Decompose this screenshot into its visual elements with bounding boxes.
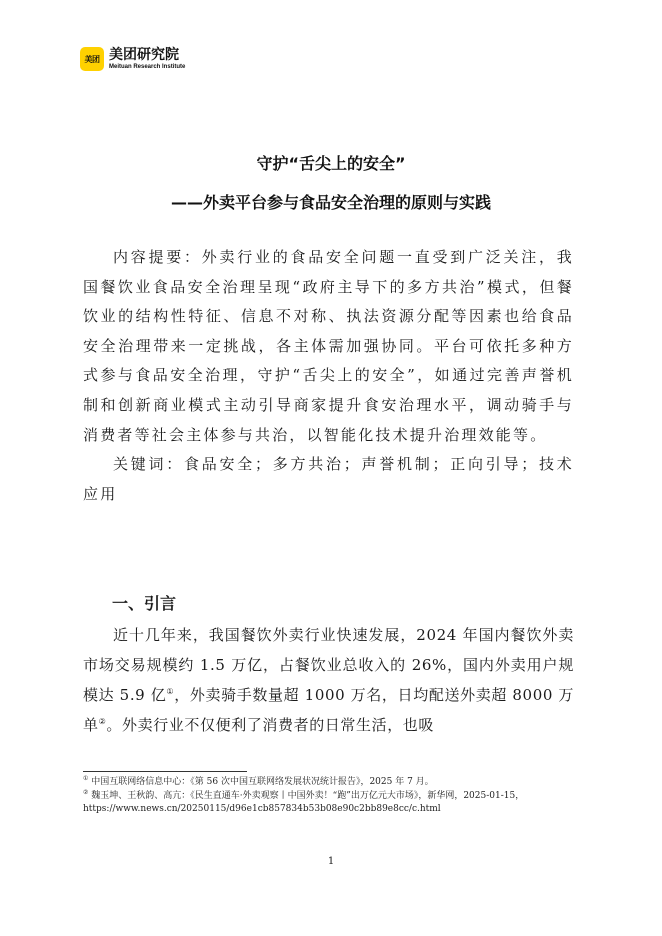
footnote-2 <box>83 790 583 817</box>
footnote-divider <box>83 771 247 772</box>
footnote-1 <box>83 776 583 790</box>
page-number: 1 <box>327 856 335 867</box>
footnote-text-2: 魏玉坤、王秋韵、高亢：《民生直通车·外卖观察丨中国外卖！“跑”出万亿元大市场》，新华网，2025-01-15，https://www.news.cn/20250115/d96e1cb857834b53b08e90c2bb89e8cc/c.html <box>83 790 525 814</box>
section-heading-introduction: 一、引言 <box>112 594 177 613</box>
intro-text-part1: 近十几年来，我国餐饮外卖行业快速发展，2024 年国内餐饮外卖市场交易规模约 1.5 万亿，占餐饮业总收入的 26%，国内外卖用户规模达 5.9 亿 <box>83 626 574 704</box>
footnote-ref-2: ② <box>98 717 107 726</box>
abstract-block <box>83 243 574 509</box>
footnote-text-1: 中国互联网络信息中心：《第 56 次中国互联网络发展状况统计报告》，2025 年 7 月。 <box>91 777 434 787</box>
footnote-mark-1: ① <box>83 775 89 782</box>
abstract-paragraph <box>83 243 574 450</box>
intro-block <box>83 620 574 740</box>
meituan-logo <box>80 47 185 71</box>
intro-text-part3: 。外卖行业不仅便利了消费者的日常生活，也吸 <box>106 716 434 734</box>
keywords-paragraph <box>83 450 574 509</box>
footnote-mark-2: ② <box>83 788 89 796</box>
document-subtitle: ——外卖平台参与食品安全治理的原则与实践 <box>170 193 491 212</box>
intro-paragraph <box>83 620 574 740</box>
logo-name-cn: 美团研究院 <box>109 46 179 63</box>
footnotes <box>83 776 583 817</box>
logo-mark-icon: 美团 <box>80 47 104 71</box>
keywords-label: 关键词： <box>113 455 185 474</box>
abstract-label: 内容提要： <box>113 248 202 266</box>
document-title: 守护“舌尖上的安全” <box>256 154 406 173</box>
intro-text-part2: ，外卖骑手数量超 1000 万名，日均配送外卖超 8000 万单 <box>83 686 574 734</box>
logo-text <box>109 48 185 71</box>
abstract-text: 外卖行业的食品安全问题一直受到广泛关注，我国餐饮业食品安全治理呈现“政府主导下的多方共治”模式，但餐饮业的结构性特征、信息不对称、执法资源分配等因素也给食品安全治理带来一定挑战，各主体需加强协同。平台可依托多种方式参与食品安全治理，守护“舌尖上的安全”，如通过完善声誉机制和创新商业模式主动引导商家提升食安治理水平，调动骑手与消费者等社会主体参与共治，以智能化技术提升治理效能等。 <box>83 248 574 444</box>
logo-name-en: Meituan Research Institute <box>109 63 186 70</box>
footnote-ref-1: ① <box>166 687 175 696</box>
keywords-text: 食品安全；多方共治；声誉机制；正向引导；技术应用 <box>83 455 574 503</box>
